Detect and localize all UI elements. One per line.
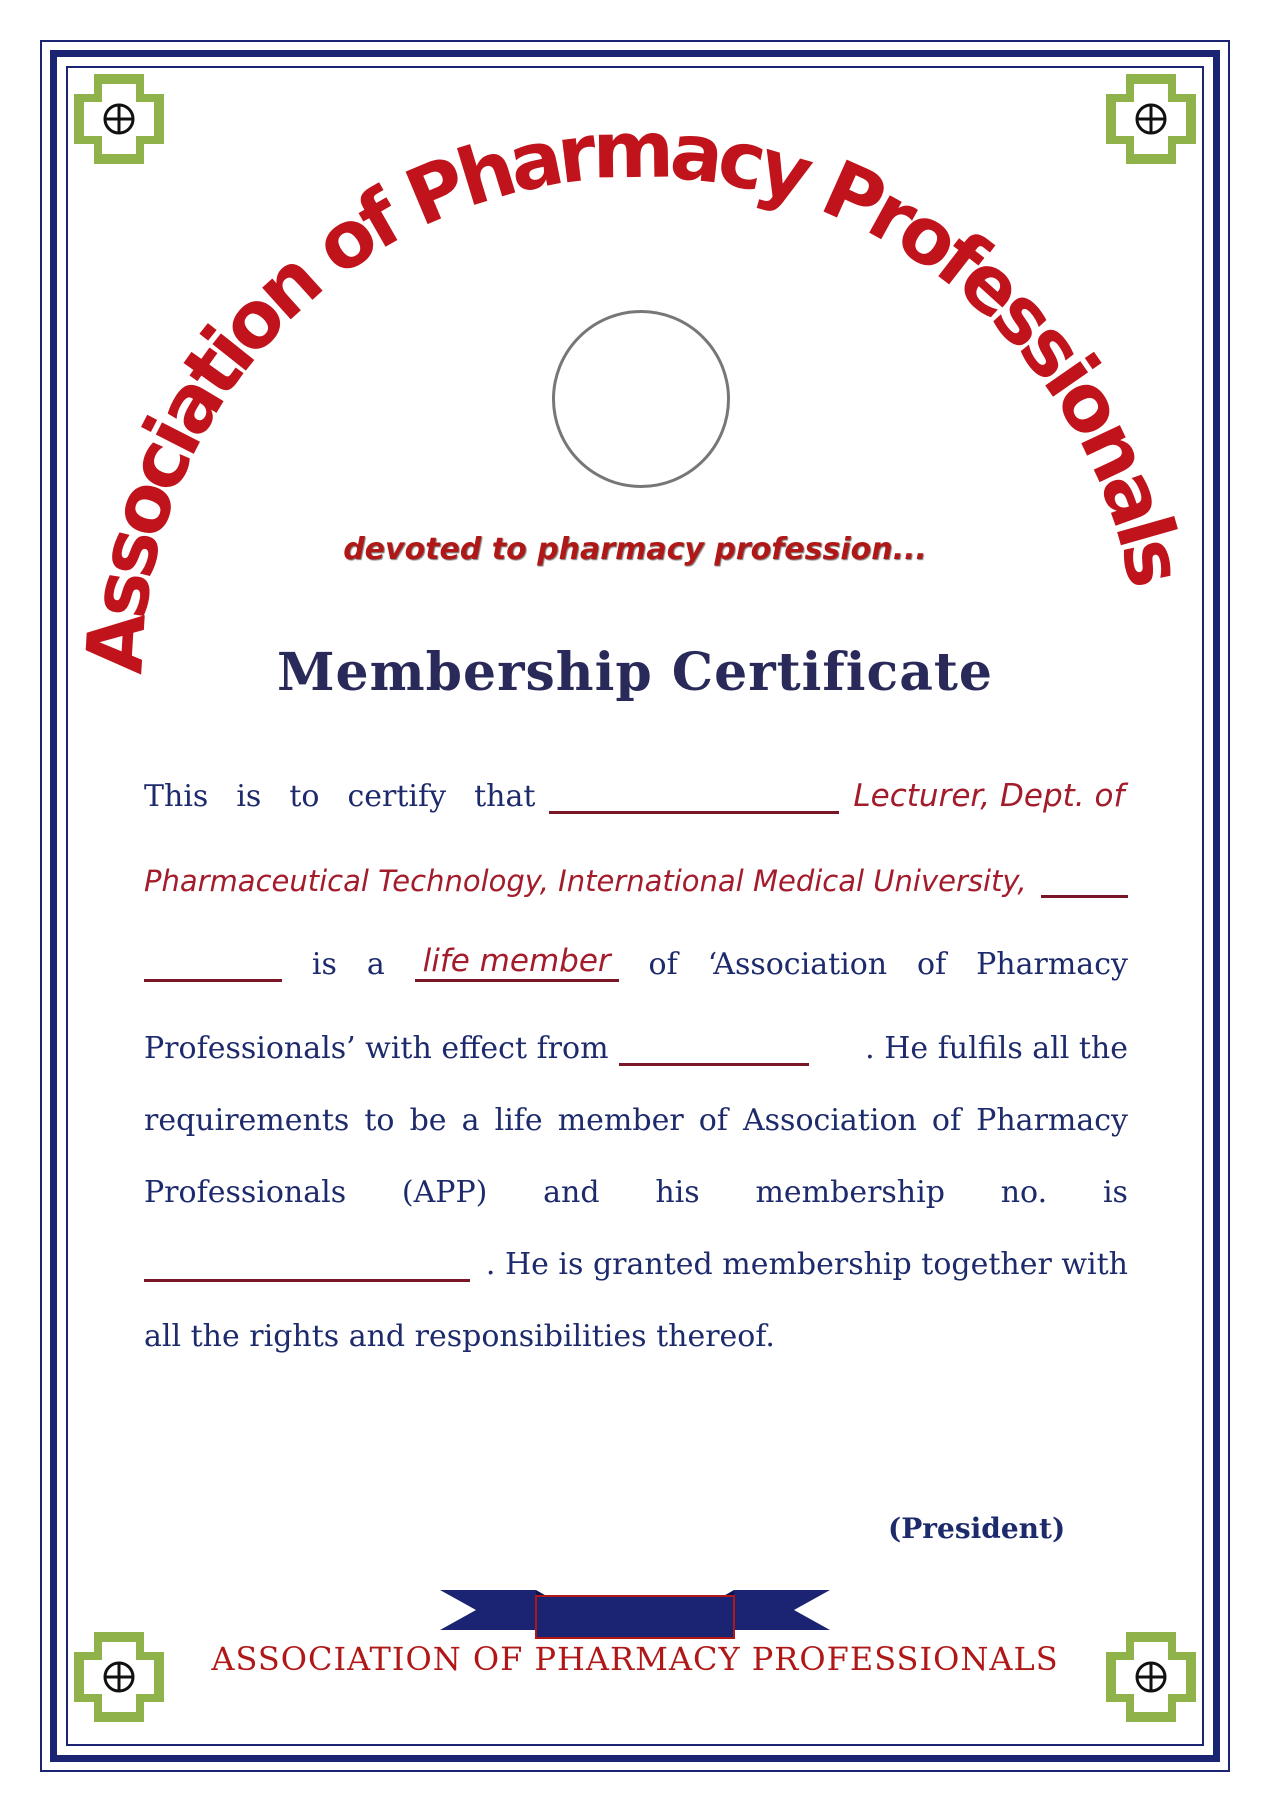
address-blank[interactable] bbox=[1041, 865, 1128, 898]
effect-from-text: Professionals’ with effect from bbox=[144, 1031, 609, 1066]
word: Pharmacy bbox=[976, 947, 1128, 982]
signature-label: (President) bbox=[888, 1512, 1066, 1545]
granted-text: . He is granted membership together with bbox=[485, 1247, 1128, 1282]
word: This bbox=[144, 779, 209, 814]
word: certify bbox=[347, 779, 447, 814]
tagline: devoted to pharmacy profession... bbox=[343, 532, 927, 567]
footer-organization-name: ASSOCIATION OF PHARMACY PROFESSIONALS bbox=[211, 1640, 1059, 1678]
word: of bbox=[648, 947, 678, 982]
word: is bbox=[311, 947, 337, 982]
photo-placeholder bbox=[552, 310, 730, 488]
word: of bbox=[917, 947, 947, 982]
rights-text: all the rights and responsibilities thereof. bbox=[144, 1319, 775, 1354]
body-line-7 bbox=[144, 1238, 1128, 1282]
handwritten-institution: Pharmaceutical Technology, International Medical University, bbox=[144, 864, 1027, 898]
word: member bbox=[557, 1103, 684, 1138]
word: Professionals bbox=[144, 1175, 347, 1210]
effective-date-blank[interactable] bbox=[619, 1033, 809, 1066]
word: a bbox=[461, 1103, 480, 1138]
handwritten-membership-type: life member bbox=[415, 943, 619, 982]
word: is bbox=[1102, 1175, 1128, 1210]
word: membership bbox=[755, 1175, 945, 1210]
word: his bbox=[655, 1175, 700, 1210]
word: of bbox=[931, 1103, 962, 1138]
continuation-blank[interactable] bbox=[144, 949, 282, 982]
word: to bbox=[364, 1103, 395, 1138]
word: to bbox=[289, 779, 320, 814]
word: life bbox=[494, 1103, 543, 1138]
word: be bbox=[409, 1103, 447, 1138]
member-name-blank[interactable] bbox=[549, 781, 839, 814]
word: ‘Association bbox=[707, 947, 888, 982]
word: Association bbox=[743, 1103, 917, 1138]
certificate-title: Membership Certificate bbox=[276, 642, 994, 703]
word: is bbox=[236, 779, 262, 814]
word: (APP) bbox=[401, 1175, 488, 1210]
membership-number-blank[interactable] bbox=[144, 1249, 470, 1282]
certificate-body bbox=[144, 770, 1128, 1390]
ribbon-banner-icon bbox=[440, 1584, 830, 1644]
word: and bbox=[543, 1175, 600, 1210]
word: no. bbox=[1000, 1175, 1048, 1210]
word: requirements bbox=[144, 1103, 350, 1138]
body-line-3 bbox=[144, 938, 1128, 982]
arc-title: Association of Pharmacy Professionals bbox=[70, 105, 1201, 677]
body-line-4 bbox=[144, 1022, 1128, 1066]
body-line-8 bbox=[144, 1310, 1128, 1354]
handwritten-designation: Lecturer, Dept. of bbox=[853, 778, 1125, 814]
word: that bbox=[474, 779, 536, 814]
word: of bbox=[698, 1103, 728, 1138]
fulfils-text: . He fulfils all the bbox=[865, 1031, 1128, 1066]
word: a bbox=[366, 947, 385, 982]
body-line-2 bbox=[144, 854, 1128, 898]
word: Pharmacy bbox=[976, 1103, 1128, 1138]
body-line-6 bbox=[144, 1166, 1128, 1210]
body-line-1 bbox=[144, 770, 1128, 814]
body-line-5 bbox=[144, 1094, 1128, 1138]
